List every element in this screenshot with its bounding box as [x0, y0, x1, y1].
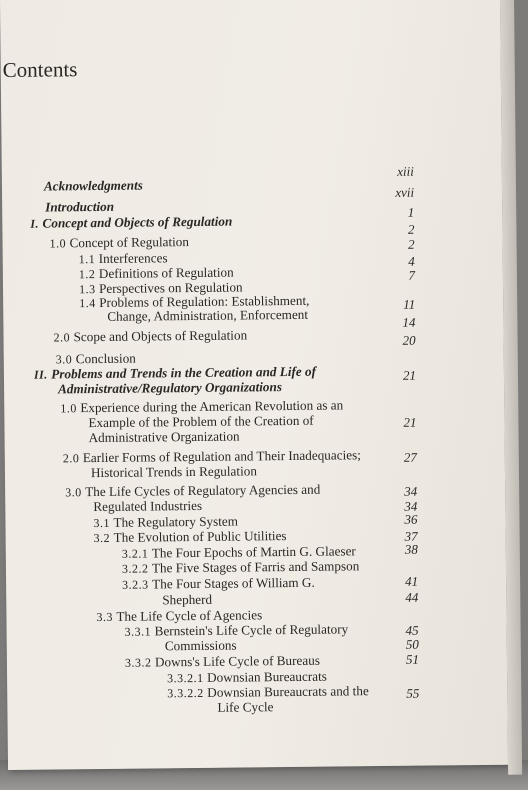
page-number: 50 [405, 636, 419, 652]
section-number: 3.2.2 [121, 561, 153, 576]
page-number: 44 [405, 589, 419, 605]
toc-entry [53, 327, 247, 345]
section-title: Interferences [98, 250, 168, 266]
page-number: 2 [407, 221, 415, 237]
section-title: Perspectives on Regulation [98, 279, 243, 296]
toc-entry [122, 575, 315, 593]
page-number: 41 [405, 573, 419, 589]
section-number: 3.2.3 [122, 577, 153, 592]
page-number: xvii [395, 184, 415, 200]
section-title: The Five Stages of Farris and Sampson [151, 558, 360, 576]
section-title: Downs's Life Cycle of Bureaus [154, 652, 321, 670]
page-number: 7 [408, 267, 415, 283]
toc-entry [44, 178, 143, 195]
section-number: 1.0 [60, 401, 81, 416]
section-number: 2.0 [53, 330, 74, 345]
section-title: Shepherd [162, 591, 213, 608]
section-title: Commissions [164, 637, 237, 654]
section-number: 1.0 [49, 236, 70, 251]
section-number: 3.3.1 [124, 624, 155, 639]
page-number: 14 [402, 314, 416, 330]
section-title: Administrative Organization [88, 428, 240, 446]
section-number: II. [33, 367, 52, 382]
section-title: Earlier Forms of Regulation and Their Inadequacies; [82, 447, 361, 466]
page-number: 55 [406, 685, 420, 701]
section-number: 1.1 [78, 251, 99, 267]
section-title: Historical Trends in Regulation [90, 463, 257, 481]
section-title: Acknowledgments [43, 177, 143, 194]
toc-entry [217, 699, 273, 716]
page-number: 11 [403, 296, 416, 312]
contents-heading: Contents [2, 57, 78, 82]
page-number: 1 [407, 204, 415, 220]
section-title: The Life Cycle of Agencies [116, 607, 263, 624]
page-number: 51 [405, 651, 420, 667]
section-number: 3.1 [93, 515, 114, 531]
page-number: 34 [404, 483, 418, 499]
section-number: 1.4 [79, 295, 100, 311]
section-number: 2.0 [62, 451, 83, 466]
section-number: 3.2 [93, 530, 114, 546]
section-title: Concept of Regulation [69, 234, 190, 251]
section-title: Life Cycle [217, 699, 274, 715]
section-title: Introduction [45, 198, 115, 215]
section-title: Problems of Regulation: Establishment, [99, 292, 310, 310]
toc-entry [45, 199, 114, 216]
section-number: 1.2 [78, 266, 99, 282]
toc-entry [89, 429, 240, 447]
section-number: 3.0 [65, 485, 86, 500]
page-number: 4 [408, 253, 415, 269]
toc-entry [162, 592, 212, 609]
toc-entry [58, 379, 282, 397]
section-number: 3.3 [96, 609, 117, 625]
section-number: I. [30, 216, 43, 231]
page-number: 21 [403, 414, 417, 430]
section-title: The Evolution of Public Utilities [113, 528, 287, 545]
section-title: Bernstein's Life Cycle of Regulatory [154, 621, 349, 639]
page-edge [500, 0, 522, 775]
section-number: 3.0 [55, 352, 76, 367]
toc-entry [91, 463, 257, 481]
section-title: The Four Epochs of Martin G. Glaeser [151, 543, 356, 561]
section-title: The Regulatory System [113, 513, 239, 530]
toc-entry [122, 558, 359, 576]
section-number: 1.3 [78, 281, 100, 297]
page-number: 38 [404, 541, 418, 557]
section-number: 3.3.2 [124, 655, 156, 670]
toc-entry [165, 638, 237, 655]
page-number: 37 [404, 528, 418, 544]
section-title: Scope and Objects of Regulation [73, 327, 248, 345]
page-number: 20 [402, 332, 416, 348]
section-title: Concept and Objects of Regulation [42, 213, 233, 231]
toc-entry [107, 307, 308, 325]
page-number: 27 [403, 449, 417, 465]
section-number: 3.3.2.2 [167, 685, 208, 701]
page-number: 21 [402, 367, 417, 383]
page-number: xiii [397, 163, 414, 179]
section-title: Administrative/Regulatory Organizations [57, 379, 283, 397]
section-title: Downsian Bureaucrats and the [207, 683, 369, 700]
section-title: The Life Cycles of Regulatory Agencies and [85, 481, 321, 500]
section-title: Experience during the American Revolution as an [80, 397, 344, 416]
section-title: Conclusion [75, 350, 136, 367]
toc-entry [30, 214, 232, 232]
page-number: 45 [405, 622, 419, 638]
section-title: Definitions of Regulation [98, 264, 234, 281]
section-title: Problems and Trends in the Creation and Life of [51, 363, 317, 382]
section-title: Example of the Problem of the Creation of [88, 412, 314, 431]
toc-entry [49, 234, 189, 251]
section-title: The Four Stages of William G. [152, 574, 315, 592]
section-number: 3.2.1 [121, 546, 152, 561]
section-title: Downsian Bureaucrats [207, 668, 327, 685]
page-number: 34 [404, 498, 418, 514]
page-number: 2 [408, 236, 415, 252]
toc-entry [93, 498, 202, 515]
section-number: 3.3.2.1 [167, 670, 208, 686]
section-title: Change, Administration, Enforcement [107, 306, 309, 324]
section-title: Regulated Industries [93, 497, 203, 515]
page-number: 36 [404, 511, 418, 527]
